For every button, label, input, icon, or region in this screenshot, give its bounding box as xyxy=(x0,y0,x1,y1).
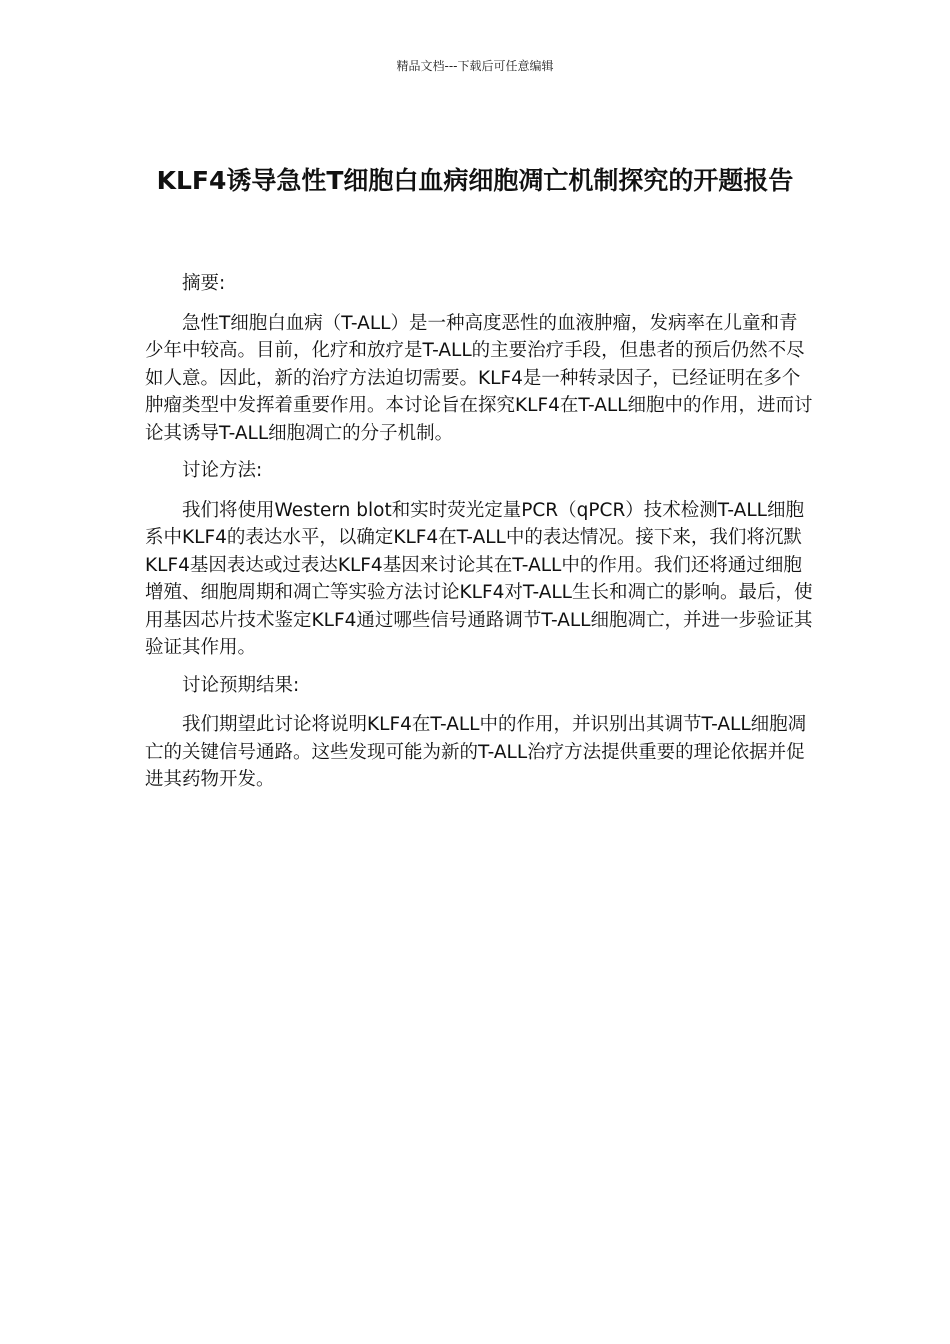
expected-results-paragraph: 我们期望此讨论将说明KLF4在T-ALL中的作用，并识别出其调节T-ALL细胞凋亡的关键信号通路。这些发现可能为新的T-ALL治疗方法提供重要的理论依据并促进其药物开发。 xyxy=(145,714,807,790)
methods-paragraph: 我们将使用Western blot和实时荧光定量PCR（qPCR）技术检测T-ALL细胞系中KLF4的表达水平，以确定KLF4在T-ALL中的表达情况。接下来，我们将沉默KLF4基因表达或过表达KLF4基因来讨论其在T-ALL中的作用。我们还将通过细胞增殖、细胞周期和凋亡等实验方法讨论KLF4对T-ALL生长和凋亡的影响。最后，使用基因芯片技术鉴定KLF4通过哪些信号通路调节T-ALL细胞凋亡，并进一步验证其验证其作用。 xyxy=(145,499,813,658)
abstract-paragraph: 急性T细胞白血病（T-ALL）是一种高度恶性的血液肿瘤，发病率在儿童和青少年中较高。目前，化疗和放疗是T-ALL的主要治疗手段，但患者的预后仍然不尽如人意。因此，新的治疗方法迫切需要。KLF4是一种转录因子，已经证明在多个肿瘤类型中发挥着重要作用。本讨论旨在探究KLF4在T-ALL细胞中的作用，进而讨论其诱导T-ALL细胞凋亡的分子机制。 xyxy=(145,312,813,444)
document-body xyxy=(145,270,813,804)
document-title: KLF4诱导急性T细胞白血病细胞凋亡机制探究的开题报告 xyxy=(156,165,794,195)
header-note: 精品文档---下载后可任意编辑 xyxy=(396,59,554,73)
methods-label: 讨论方法: xyxy=(182,460,263,481)
abstract-label: 摘要: xyxy=(182,273,226,294)
expected-results-label: 讨论预期结果: xyxy=(182,674,300,696)
